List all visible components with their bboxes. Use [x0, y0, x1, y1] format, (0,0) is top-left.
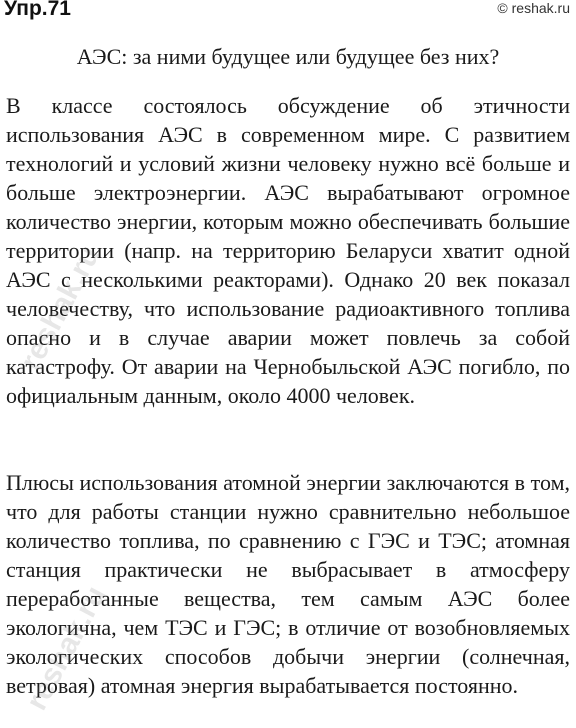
watermark-2: reshak.ru	[20, 580, 113, 716]
paragraph-2: Плюсы использования атомной энергии заключаются в том, что для работы станции нужно сравнительно небольшое количество топлива, по сравнению с ГЭС и ТЭС; атомная станция практически не выбрасывает в атмосферу переработанные вещества, тем самым АЭС более экологична, чем ТЭС и ГЭС; в отличие от возобновляемых экологических способов добычи энергии (солнечная, ветровая) атомная энергия вырабатывается постоянно.	[6, 470, 570, 698]
watermark-1: reshak.ru	[14, 240, 107, 376]
page-header	[0, 0, 576, 26]
essay-title: АЭС: за ними будущее или будущее без них?	[76, 44, 500, 69]
paragraph-1: В классе состоялось обсуждение об этичности использования АЭС в современном мире. С развитием технологий и условий жизни человеку нужно всё больше и больше электроэнергии. АЭС вырабатывают огромное количество энергии, которым можно обеспечивать большие территории (напр. на территорию Беларуси хватит одной АЭС с несколькими реакторами). Однако 20 век показал человечеству, что использование радиоактивного топлива опасно и в случае аварии может повлечь за собой катастрофу. От аварии на Чернобыльской АЭС погибло, по официальным данным, около 4000 человек.	[6, 93, 570, 408]
exercise-number: Упр.71	[4, 0, 71, 20]
copyright-notice: © reshak.ru	[497, 0, 570, 16]
